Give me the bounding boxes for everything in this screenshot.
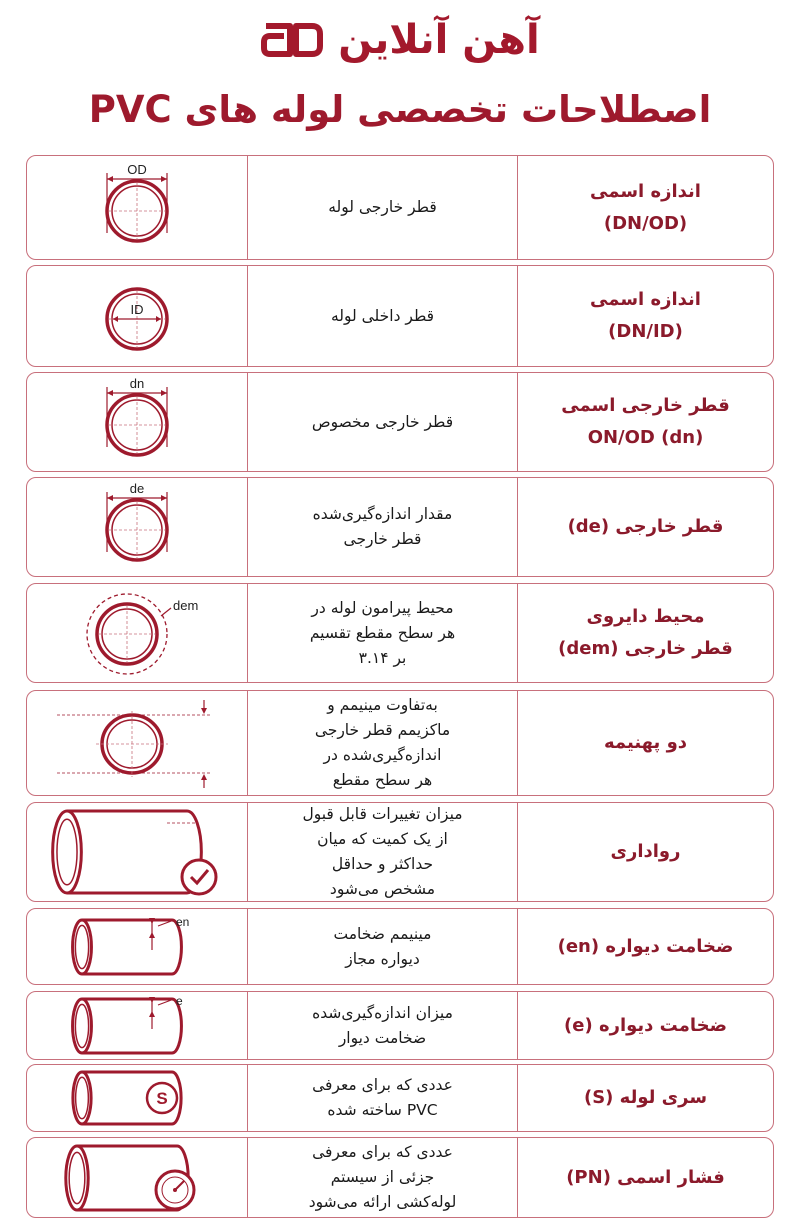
min-wall-thickness-icon bbox=[27, 909, 248, 984]
term-line: فشار اسمی (PN) bbox=[566, 1166, 725, 1188]
term-description bbox=[248, 1065, 518, 1131]
description-line: محیط پیرامون لوله در bbox=[311, 598, 454, 617]
circumference-icon bbox=[27, 584, 248, 682]
table-row bbox=[26, 155, 774, 260]
term-name bbox=[518, 373, 773, 471]
table-row bbox=[26, 1137, 774, 1218]
term-line: (DN/OD) bbox=[603, 212, 688, 234]
description-line: هر سطح مقطع bbox=[332, 771, 433, 789]
term-description bbox=[248, 266, 518, 366]
term-line: اندازه اسمی bbox=[590, 289, 701, 310]
table-row bbox=[26, 690, 774, 796]
term-description bbox=[248, 584, 518, 682]
nominal-outer-diameter-icon bbox=[27, 373, 248, 471]
description-line: میزان تغییرات قابل قبول bbox=[302, 805, 463, 823]
description-line: قطر داخلی لوله bbox=[330, 306, 435, 325]
description-line: هر سطح مقطع تقسیم bbox=[309, 623, 456, 642]
term-description bbox=[248, 478, 518, 576]
term-description bbox=[248, 909, 518, 984]
description-line: مقدار اندازه‌گیری‌شده bbox=[312, 505, 453, 523]
table-row bbox=[26, 477, 774, 577]
term-name bbox=[518, 691, 773, 795]
table-row bbox=[26, 802, 774, 902]
term-description bbox=[248, 992, 518, 1059]
svg-text:de: de bbox=[129, 482, 145, 496]
term-name bbox=[518, 478, 773, 576]
term-description bbox=[248, 1138, 518, 1217]
brand-logo bbox=[0, 10, 800, 70]
inner-diameter-icon bbox=[27, 266, 248, 366]
table-row bbox=[26, 908, 774, 985]
term-description bbox=[248, 156, 518, 259]
brand-mark-icon bbox=[260, 20, 324, 60]
term-line: قطر خارجی اسمی bbox=[561, 395, 730, 416]
svg-text:dem: dem bbox=[173, 597, 199, 613]
term-line: (dn) ON/OD bbox=[587, 427, 704, 448]
tolerance-icon bbox=[27, 803, 248, 901]
term-description bbox=[248, 373, 518, 471]
table-row bbox=[26, 265, 774, 367]
svg-text:OD: OD bbox=[127, 162, 147, 177]
term-line: اندازه اسمی bbox=[590, 180, 701, 202]
svg-text:dn: dn bbox=[129, 377, 145, 391]
term-description bbox=[248, 803, 518, 901]
description-line: جزئی از سیستم bbox=[330, 1168, 435, 1186]
term-line: دو پهنیمه bbox=[604, 732, 688, 753]
description-line: PVC ساخته شده bbox=[327, 1101, 438, 1119]
term-name bbox=[518, 584, 773, 682]
description-line: مینیمم ضخامت bbox=[333, 924, 432, 943]
description-line: ضخامت دیوار bbox=[338, 1028, 427, 1047]
description-line: قطر خارجی لوله bbox=[328, 198, 437, 216]
description-line: قطر خارجی bbox=[343, 530, 422, 548]
term-name bbox=[518, 992, 773, 1059]
term-line: رواداری bbox=[610, 841, 681, 862]
description-line: اندازه‌گیری‌شده در bbox=[323, 746, 442, 764]
pipe-series-icon bbox=[27, 1065, 248, 1131]
description-line: دیواره مجاز bbox=[345, 949, 420, 968]
description-line: عددی که برای معرفی bbox=[312, 1143, 453, 1161]
term-line: قطر خارجی (de) bbox=[567, 516, 724, 537]
description-line: ماکزیمم قطر خارجی bbox=[314, 721, 451, 739]
measured-outer-diameter-icon bbox=[27, 478, 248, 576]
table-row bbox=[26, 583, 774, 683]
description-line: مشخص می‌شود bbox=[329, 880, 436, 898]
description-line: حداکثر و حداقل bbox=[331, 855, 434, 873]
description-line: بر ۳.۱۴ bbox=[358, 648, 407, 667]
page-title: اصطلاحات تخصصی لوله های PVC bbox=[88, 88, 712, 131]
table-row bbox=[26, 991, 774, 1060]
svg-text:en: en bbox=[176, 915, 190, 929]
term-name bbox=[518, 1138, 773, 1217]
description-line: عددی که برای معرفی bbox=[312, 1076, 453, 1094]
svg-text:ID: ID bbox=[130, 302, 144, 317]
description-line: از یک کمیت که میان bbox=[317, 830, 448, 848]
term-line: سری لوله (S) bbox=[583, 1087, 708, 1108]
term-description bbox=[248, 691, 518, 795]
svg-text:e: e bbox=[176, 994, 183, 1008]
ovality-icon bbox=[27, 691, 248, 795]
description-line: لوله‌کشی ارائه می‌شود bbox=[308, 1193, 457, 1211]
svg-text:S: S bbox=[156, 1089, 168, 1108]
description-line: قطر خارجی مخصوص bbox=[311, 412, 454, 431]
term-name bbox=[518, 266, 773, 366]
term-line: ضخامت دیواره (en) bbox=[557, 935, 734, 957]
term-line: محیط دایروی bbox=[586, 606, 705, 627]
term-name bbox=[518, 156, 773, 259]
wall-thickness-icon bbox=[27, 992, 248, 1059]
term-name bbox=[518, 909, 773, 984]
description-line: به‌تفاوت مینیمم و bbox=[327, 696, 438, 714]
nominal-pressure-icon bbox=[27, 1138, 248, 1217]
description-line: میزان اندازه‌گیری‌شده bbox=[312, 1003, 453, 1022]
table-row bbox=[26, 1064, 774, 1132]
table-row bbox=[26, 372, 774, 472]
term-line: (DN/ID) bbox=[608, 321, 683, 342]
term-line: ضخامت دیواره (e) bbox=[564, 1014, 727, 1036]
term-line: قطر خارجی (dem) bbox=[558, 638, 733, 659]
term-name bbox=[518, 1065, 773, 1131]
outer-diameter-icon bbox=[27, 156, 248, 259]
term-name bbox=[518, 803, 773, 901]
brand-name: آهن آنلاین bbox=[338, 17, 540, 63]
